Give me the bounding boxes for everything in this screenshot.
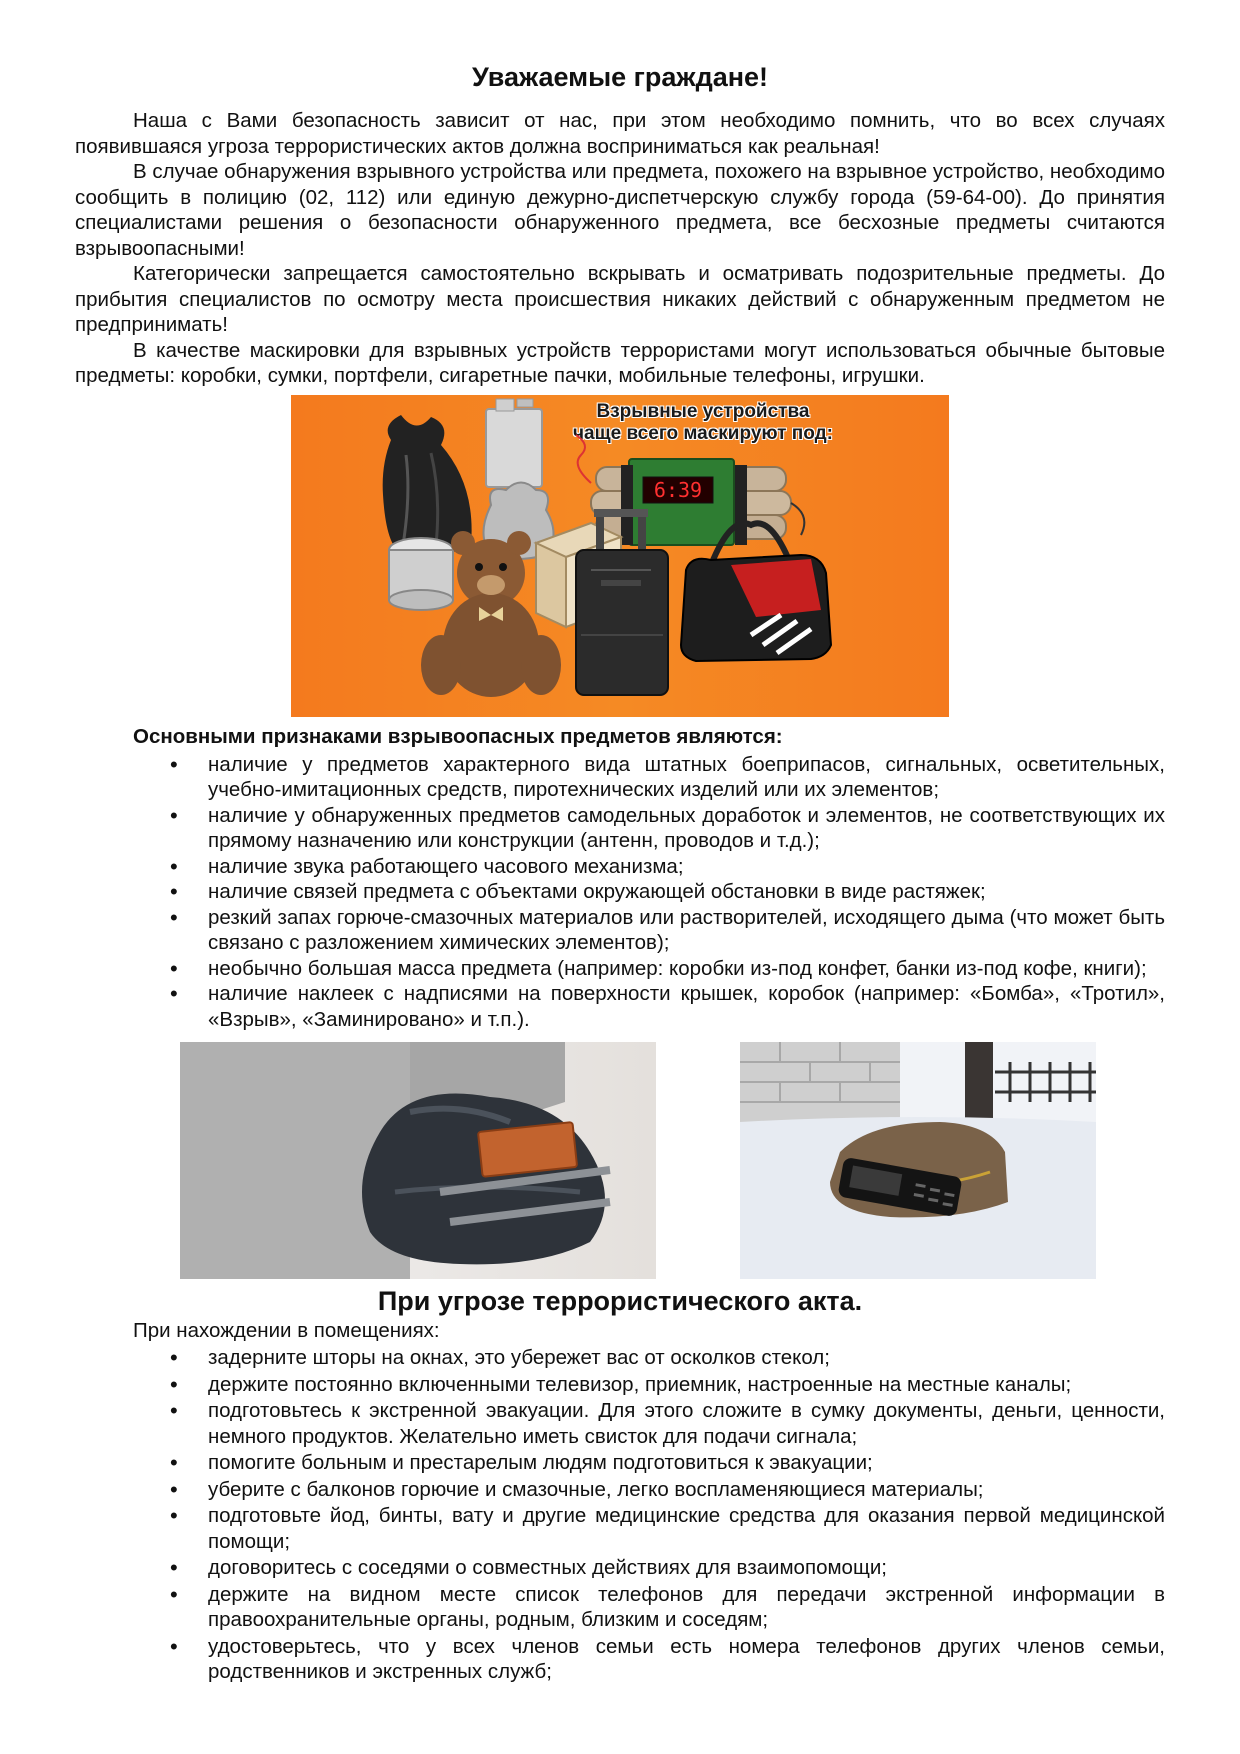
- list-item: • наличие у предметов характерного вида штатных боеприпасов, сигнальных, осветительных, учебно-имитационных средств, пиротехнических изделий или их элементов;: [208, 752, 1165, 803]
- hero-caption-line-2: чаще всего маскируют под:: [573, 422, 833, 444]
- intro-paragraph-2: В случае обнаружения взрывного устройства или предмета, похожего на взрывное устройство, необходимо сообщить в полицию (02, 112) или единую дежурно-диспетчерскую службу города (59-64-00). До принятия специалистами решения о безопасности обнаруженного предмета, все бесхозные предметы считаются взрывоопасными!: [75, 160, 1165, 260]
- list-item: • резкий запах горюче-смазочных материалов или растворителей, исходящего дыма (что может быть связано с разложением химических элементов);: [208, 905, 1165, 956]
- canister-icon: [486, 399, 542, 487]
- list-item: • наличие связей предмета с объектами окружающей обстановки в виде растяжек;: [208, 879, 1165, 905]
- tin-can-icon: [389, 538, 453, 610]
- signs-heading: Основными признаками взрывоопасных предметов являются:: [133, 724, 783, 748]
- list-item: • наличие наклеек с надписями на поверхности крышек, коробок (например: «Бомба», «Тротил», «Взрыв», «Заминировано» и т.п.).: [208, 981, 1165, 1032]
- threat-lead: При нахождении в помещениях:: [133, 1319, 440, 1342]
- page-title: Уважаемые граждане!: [471, 62, 769, 92]
- list-item: • наличие звука работающего часового механизма;: [208, 854, 1165, 880]
- intro-paragraph-4: В качестве маскировки для взрывных устройств террористами могут использоваться обычные бытовые предметы: коробки, сумки, портфели, сигаретные пачки, мобильные телефоны, игрушки.: [75, 338, 1165, 387]
- threat-heading: При угрозе террористического акта.: [377, 1286, 863, 1316]
- hero-caption-line-1: Взрывные устройства: [596, 400, 810, 422]
- intro-paragraph-1: Наша с Вами безопасность зависит от нас, при этом необходимо помнить, что во всех случаях появившаяся угроза террористических актов должна восприниматься как реальная!: [75, 109, 1165, 158]
- list-item: • необычно большая масса предмета (например: коробки из-под конфет, банки из-под кофе, книги);: [208, 956, 1165, 982]
- list-item: • подготовьте йод, бинты, вату и другие медицинские средства для оказания первой медицинской помощи;: [208, 1503, 1165, 1554]
- photo-phone-in-snow: [740, 1042, 1096, 1279]
- list-item: • держите на видном месте список телефонов для передачи экстренной информации в правоохранительные органы, родным, близким и соседям;: [208, 1582, 1165, 1633]
- list-item: • наличие у обнаруженных предметов самодельных доработок и элементов, не соответствующих их прямому назначению или конструкции (антенн, проводов и т.д.);: [208, 803, 1165, 854]
- list-item: • подготовьтесь к экстренной эвакуации. Для этого сложите в сумку документы, деньги, ценности, немного продуктов. Желательно иметь свисток для подачи сигнала;: [208, 1398, 1165, 1449]
- suspicious-objects-photos: [75, 1042, 1165, 1282]
- list-item: • задерните шторы на окнах, это убережет вас от осколков стекол;: [208, 1345, 1165, 1371]
- intro-paragraph-3: Категорически запрещается самостоятельно вскрывать и осматривать подозрительные предметы. До прибытия специалистов по осмотру места происшествия никаких действий с обнаруженным предметом не предпринимать!: [75, 262, 1165, 336]
- bomb-timer-text: 6:39: [653, 477, 703, 502]
- signs-list: [75, 752, 1165, 1033]
- phone-explosive-icon: [740, 1042, 1096, 1279]
- list-item: • уберите с балконов горючие и смазочные, легко воспламеняющиеся материалы;: [208, 1477, 1165, 1503]
- list-item: • помогите больным и престарелым людям подготовиться к эвакуации;: [208, 1450, 1165, 1476]
- list-item: • договоритесь с соседями о совместных действиях для взаимопомощи;: [208, 1555, 1165, 1581]
- list-item: • держите постоянно включенными телевизор, приемник, настроенные на местные каналы;: [208, 1372, 1165, 1398]
- threat-list: [75, 1345, 1165, 1685]
- bag-with-explosive-icon: [180, 1042, 656, 1279]
- hero-image-wrapper: [75, 395, 1165, 717]
- disguised-explosives-illustration: [291, 395, 949, 717]
- list-item: • удостоверьтесь, что у всех членов семьи есть номера телефонов других членов семьи, родственников и экстренных служб;: [208, 1634, 1165, 1685]
- photo-suspicious-bag: [180, 1042, 656, 1279]
- hero-objects-drawing: [291, 395, 949, 717]
